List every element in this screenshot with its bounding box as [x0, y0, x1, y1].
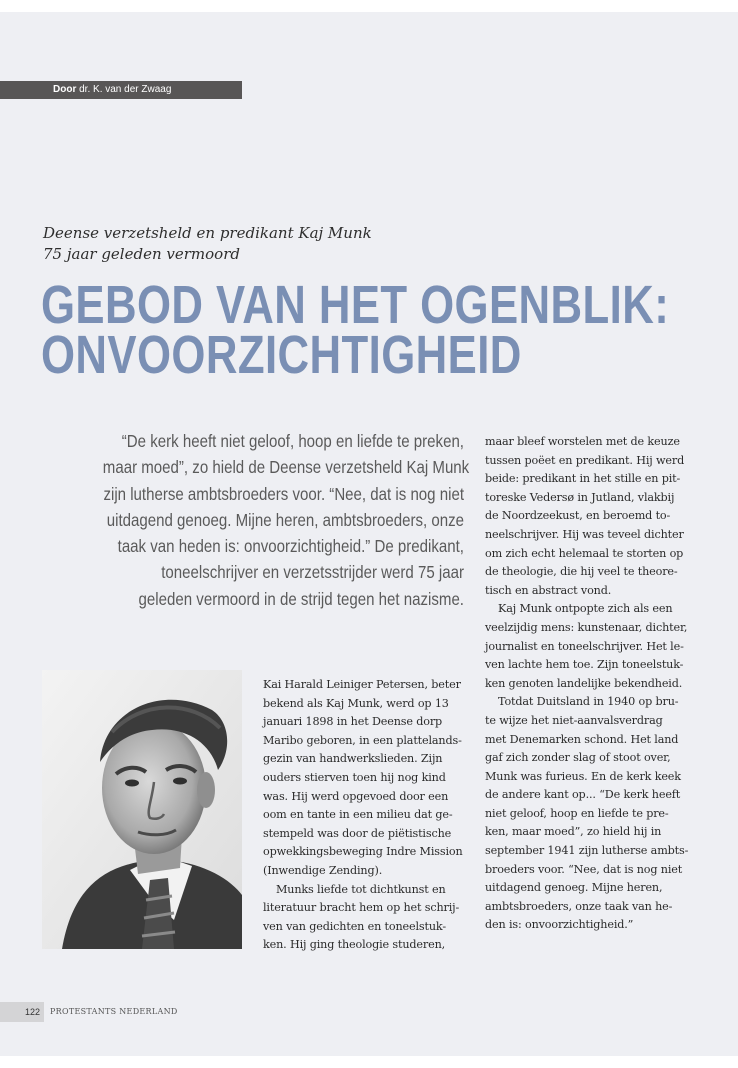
body-column-1	[263, 676, 463, 955]
kicker-line: 75 jaar geleden vermoord	[43, 245, 240, 263]
body-line: ambtsbroeders, onze taak van he-	[485, 899, 673, 913]
body-line: ken. Hij ging theologie studeren,	[263, 938, 446, 952]
intro-line: “De kerk heeft niet geloof, hoop en liefde te preken,	[121, 431, 465, 451]
body-line: veelzijdig mens: kunstenaar, dichter,	[485, 620, 688, 634]
body-line: ouders stierven toen hij nog kind	[263, 770, 446, 784]
body-line: Munks liefde tot dichtkunst en	[276, 882, 446, 896]
body-line: Kaj Munk ontpopte zich als een	[498, 602, 673, 616]
body-line: gaf zich zonder slag of stoot over,	[485, 751, 671, 765]
intro-lead	[44, 428, 470, 612]
body-line: ven lachte hem toe. Zijn toneelstuk-	[485, 658, 684, 672]
body-line: tisch en abstract vond.	[485, 583, 612, 597]
body-line: de Noordzeekust, en beroemd to-	[485, 509, 671, 523]
headline-line: GEBOD VAN HET OGENBLIK:	[41, 275, 670, 335]
publication-name: PROTESTANTS NEDERLAND	[50, 1007, 178, 1016]
kicker	[43, 223, 372, 265]
body-line: den is: onvoorzichtigheid.”	[485, 918, 634, 932]
body-column-2	[485, 433, 688, 935]
body-line: Totdat Duitsland in 1940 op bru-	[498, 695, 679, 709]
body-line: niet geloof, hoop en liefde te pre-	[485, 806, 669, 820]
body-line: literatuur bracht hem op het schrij-	[263, 901, 460, 915]
headline-line: ONVOORZICHTIGHEID	[41, 325, 522, 385]
body-line: de andere kant op... “De kerk heeft	[485, 788, 681, 802]
body-line: maar bleef worstelen met de keuze	[485, 435, 680, 448]
body-line: neelschrijver. Hij was teveel dichter	[485, 527, 684, 541]
intro-line: taak van heden is: onvoorzichtigheid.” De predikant,	[117, 536, 465, 557]
body-line: Munk was furieus. En de kerk keek	[485, 769, 681, 783]
body-line: te wijze het niet-aanvalsverdrag	[485, 713, 663, 727]
magazine-page	[0, 12, 738, 1056]
body-line: de theologie, die hij veel te theore-	[485, 565, 678, 579]
body-line: stempeld was door de piëtistische	[263, 826, 452, 840]
body-line: broeders voor. “Nee, dat is nog niet	[485, 862, 683, 876]
body-line: met Denemarken schond. Het land	[485, 732, 679, 746]
body-line: uitdagend genoeg. Mijne heren,	[485, 881, 663, 895]
intro-line: maar moed”, zo hield de Deense verzetsheld Kaj Munk	[102, 457, 470, 478]
body-line: (Inwendige Zending).	[263, 863, 383, 877]
intro-line: toneelschrijver en verzetsstrijder werd 75 jaar	[161, 562, 464, 583]
intro-line: geleden vermoord in de strijd tegen het nazisme.	[138, 588, 464, 609]
intro-line: uitdagend genoeg. Mijne heren, ambtsbroeders, onze	[106, 509, 464, 530]
body-line: oom en tante in een milieu dat ge-	[263, 808, 453, 822]
kicker-line: Deense verzetsheld en predikant Kaj Munk	[43, 224, 372, 242]
body-line: tussen poëet en predikant. Hij werd	[485, 453, 685, 467]
headline	[41, 275, 670, 385]
intro-line: zijn lutherse ambtsbroeders voor. “Nee, dat is nog niet	[103, 483, 464, 504]
portrait-illustration	[42, 670, 242, 949]
page-number: 122	[0, 1002, 44, 1022]
body-line: ken, maar moed”, zo hield hij in	[485, 825, 662, 839]
body-line: ven van gedichten en toneelstuk-	[263, 919, 446, 933]
body-line: opwekkingsbeweging Indre Mission	[263, 845, 463, 859]
byline-author: dr. K. van der Zwaag	[79, 84, 172, 95]
body-line: was. Hij werd opgevoed door een	[263, 789, 449, 803]
body-line: Kai Harald Leiniger Petersen, beter	[263, 678, 461, 691]
portrait-photo	[42, 670, 242, 949]
byline-bar	[0, 81, 242, 99]
body-line: september 1941 zijn lutherse ambts-	[485, 844, 689, 858]
body-line: beide: predikant in het stille en pit-	[485, 472, 681, 486]
body-line: gezin van handwerkslieden. Zijn	[263, 752, 443, 766]
body-line: Maribo geboren, in een plattelands-	[263, 733, 462, 747]
byline-prefix: Door	[53, 84, 77, 95]
body-line: journalist en toneelschrijver. Het le-	[485, 639, 684, 653]
body-line: bekend als Kaj Munk, werd op 13	[263, 696, 449, 710]
body-line: toreske Vedersø in Jutland, vlakbij	[485, 490, 675, 504]
body-line: januari 1898 in het Deense dorp	[263, 715, 443, 729]
body-line: ken genoten landelijke bekendheid.	[485, 676, 683, 690]
body-line: om zich echt helemaal te storten op	[485, 546, 684, 560]
